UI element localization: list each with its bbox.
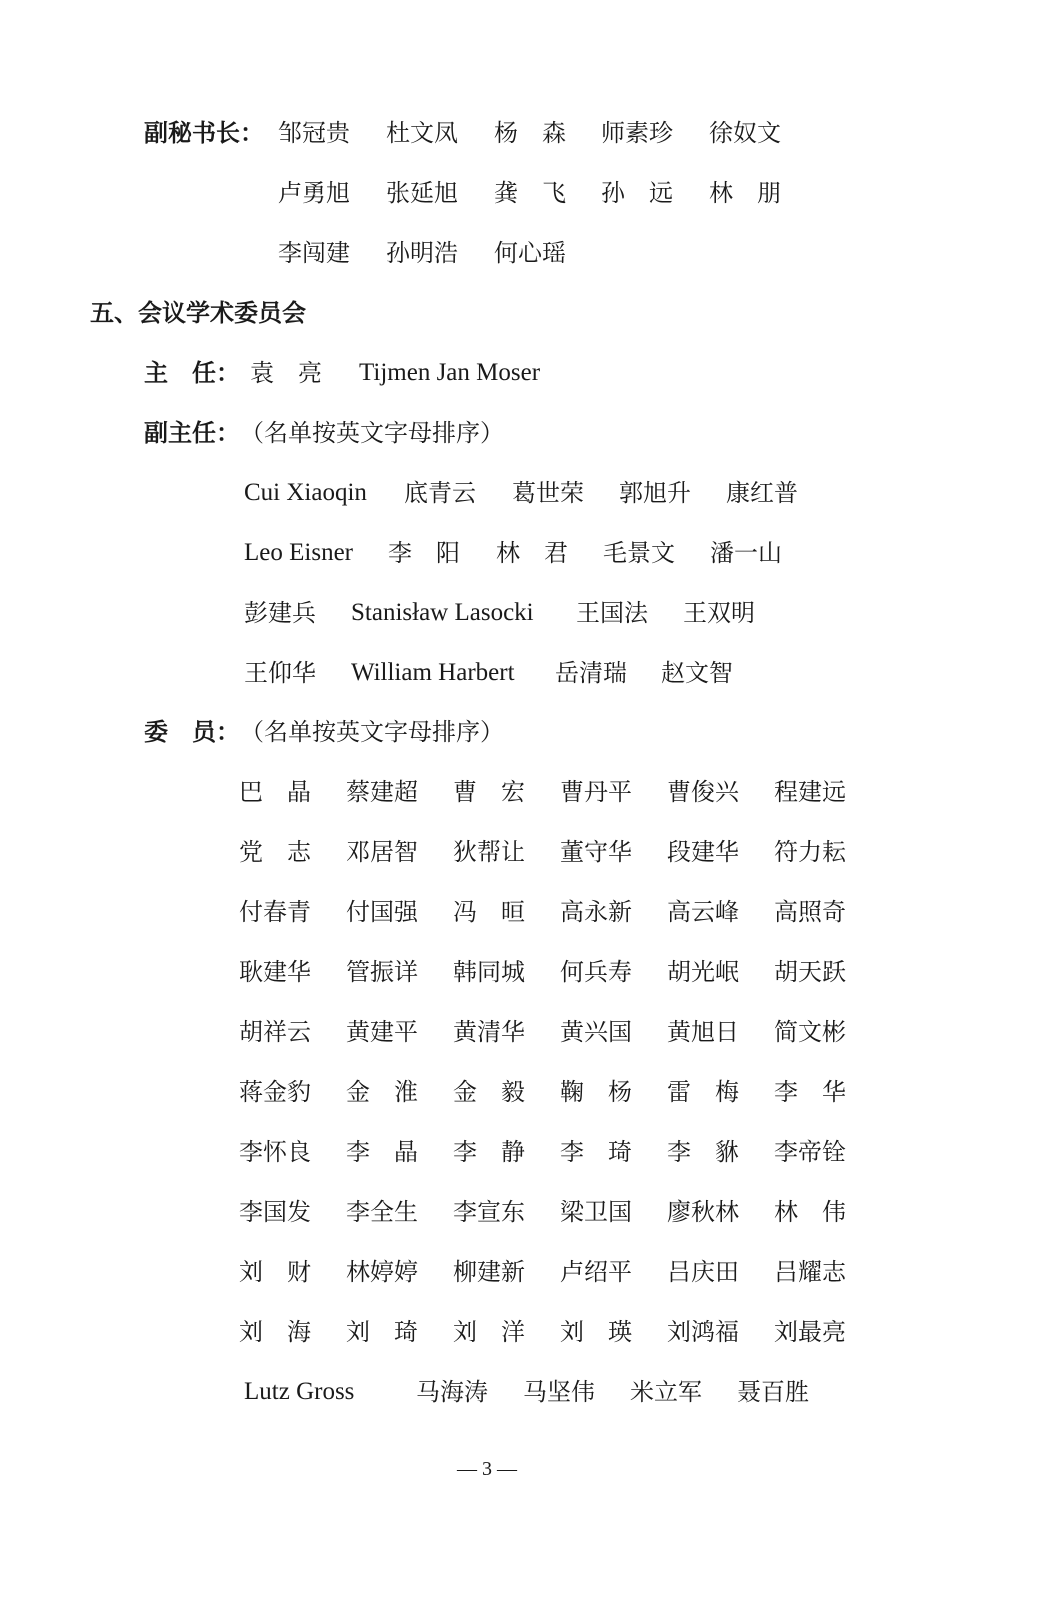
person-name: 师素珍 bbox=[601, 119, 673, 147]
members-row bbox=[239, 1252, 959, 1292]
members-row bbox=[239, 952, 959, 992]
deputy-director-row bbox=[244, 473, 944, 513]
person-name: 胡天跃 bbox=[774, 958, 846, 986]
person-name: 李全生 bbox=[346, 1198, 418, 1226]
person-name: 李 华 bbox=[774, 1078, 846, 1106]
person-name: 李 琦 bbox=[560, 1138, 632, 1166]
deputy-secretary-label: 副秘书长： bbox=[144, 119, 264, 147]
sort-note: （名单按英文字母排序） bbox=[240, 419, 504, 447]
deputy-secretary-row-3 bbox=[144, 233, 944, 273]
person-name: 杜文凤 bbox=[386, 119, 458, 147]
person-name: 曹俊兴 bbox=[667, 778, 739, 806]
members-row bbox=[239, 832, 959, 872]
person-name: 高照奇 bbox=[774, 898, 846, 926]
person-name: 李国发 bbox=[239, 1198, 311, 1226]
person-name: 卢勇旭 bbox=[278, 179, 350, 207]
person-name: 高永新 bbox=[560, 898, 632, 926]
person-name: 何心瑶 bbox=[494, 239, 566, 267]
person-name: 韩同城 bbox=[453, 958, 525, 986]
person-name: 何兵寿 bbox=[560, 958, 632, 986]
deputy-director-row bbox=[244, 593, 944, 633]
person-name: 岳清瑞 bbox=[555, 659, 627, 687]
person-name: 董守华 bbox=[560, 838, 632, 866]
members-row bbox=[239, 1312, 959, 1352]
sort-note: （名单按英文字母排序） bbox=[240, 718, 504, 746]
person-name: Tijmen Jan Moser bbox=[359, 359, 541, 386]
members-row bbox=[239, 772, 959, 812]
person-name: 孙明浩 bbox=[386, 239, 458, 267]
person-name: 刘 财 bbox=[239, 1258, 311, 1286]
person-name: 邹冠贵 bbox=[278, 119, 350, 147]
members-row bbox=[239, 1012, 959, 1052]
person-name: Cui Xiaoqin bbox=[244, 479, 367, 506]
person-name: 黄兴国 bbox=[560, 1018, 632, 1046]
person-name: 黄清华 bbox=[453, 1018, 525, 1046]
person-name: 高云峰 bbox=[667, 898, 739, 926]
person-name: 李帝铨 bbox=[774, 1138, 846, 1166]
person-name: 耿建华 bbox=[239, 958, 311, 986]
person-name: 梁卫国 bbox=[560, 1198, 632, 1226]
deputy-director-heading-row bbox=[144, 413, 944, 453]
person-name: 潘一山 bbox=[710, 539, 782, 567]
person-name: 孙 远 bbox=[601, 179, 673, 207]
person-name: 雷 梅 bbox=[667, 1078, 739, 1106]
person-name: 郭旭升 bbox=[619, 479, 691, 507]
person-name: 李 阳 bbox=[388, 539, 460, 567]
members-heading-row bbox=[144, 712, 944, 752]
person-name: 刘 瑛 bbox=[560, 1318, 632, 1346]
person-name: 段建华 bbox=[667, 838, 739, 866]
deputy-director-row bbox=[244, 653, 944, 693]
person-name: 管振详 bbox=[346, 958, 418, 986]
person-name: 徐奴文 bbox=[709, 119, 781, 147]
members-row bbox=[239, 892, 959, 932]
person-name: 巴 晶 bbox=[239, 778, 311, 806]
person-name: 邓居智 bbox=[346, 838, 418, 866]
person-name: 李 静 bbox=[453, 1138, 525, 1166]
person-name: 曹 宏 bbox=[453, 778, 525, 806]
deputy-secretary-row-1 bbox=[144, 113, 944, 153]
person-name: 张延旭 bbox=[386, 179, 458, 207]
person-name: 李 晶 bbox=[346, 1138, 418, 1166]
members-label: 委 员： bbox=[144, 718, 240, 746]
person-name: 龚 飞 bbox=[494, 179, 566, 207]
person-name: 刘最亮 bbox=[774, 1318, 846, 1346]
director-label: 主 任： bbox=[144, 359, 240, 387]
person-name: 狄帮让 bbox=[453, 838, 525, 866]
person-name: 鞠 杨 bbox=[560, 1078, 632, 1106]
section-heading: 五、会议学术委员会 bbox=[90, 299, 306, 327]
person-name: 曹丹平 bbox=[560, 778, 632, 806]
person-name: 王国法 bbox=[576, 599, 648, 627]
director-row bbox=[144, 353, 944, 393]
person-name: 聂百胜 bbox=[737, 1378, 809, 1406]
person-name: 彭建兵 bbox=[244, 599, 316, 627]
person-name: 刘 海 bbox=[239, 1318, 311, 1346]
person-name: 蔡建超 bbox=[346, 778, 418, 806]
members-row bbox=[239, 1372, 959, 1412]
person-name: 王仰华 bbox=[244, 659, 316, 687]
person-name: 刘鸿福 bbox=[667, 1318, 739, 1346]
person-name: 米立军 bbox=[630, 1378, 702, 1406]
deputy-director-label: 副主任： bbox=[144, 419, 240, 447]
deputy-secretary-row-2 bbox=[144, 173, 944, 213]
person-name: 李怀良 bbox=[239, 1138, 311, 1166]
person-name: 刘 琦 bbox=[346, 1318, 418, 1346]
person-name: 林婷婷 bbox=[346, 1258, 418, 1286]
person-name: 黄旭日 bbox=[667, 1018, 739, 1046]
person-name: 吕庆田 bbox=[667, 1258, 739, 1286]
page-number: — 3 — bbox=[457, 1458, 517, 1480]
person-name: 付春青 bbox=[239, 898, 311, 926]
person-name: 符力耘 bbox=[774, 838, 846, 866]
person-name: 党 志 bbox=[239, 838, 311, 866]
person-name: 林 伟 bbox=[774, 1198, 846, 1226]
person-name: 林 朋 bbox=[709, 179, 781, 207]
person-name: 林 君 bbox=[496, 539, 568, 567]
person-name: 胡祥云 bbox=[239, 1018, 311, 1046]
person-name: 毛景文 bbox=[603, 539, 675, 567]
person-name: 金 淮 bbox=[346, 1078, 418, 1106]
members-row bbox=[239, 1132, 959, 1172]
person-name: 吕耀志 bbox=[774, 1258, 846, 1286]
deputy-director-row bbox=[244, 533, 944, 573]
person-name: 胡光岷 bbox=[667, 958, 739, 986]
members-row bbox=[239, 1072, 959, 1112]
person-name: 马海涛 bbox=[416, 1378, 488, 1406]
person-name: 杨 森 bbox=[494, 119, 566, 147]
person-name: 马坚伟 bbox=[523, 1378, 595, 1406]
person-name: 赵文智 bbox=[661, 659, 733, 687]
person-name: 李宣东 bbox=[453, 1198, 525, 1226]
person-name: Stanisław Lasocki bbox=[351, 599, 534, 626]
person-name: 李闯建 bbox=[278, 239, 350, 267]
person-name: 刘 洋 bbox=[453, 1318, 525, 1346]
section-heading-row bbox=[90, 293, 306, 333]
person-name: 柳建新 bbox=[453, 1258, 525, 1286]
person-name: 底青云 bbox=[404, 479, 476, 507]
person-name: 王双明 bbox=[683, 599, 755, 627]
person-name: 简文彬 bbox=[774, 1018, 846, 1046]
members-row bbox=[239, 1192, 959, 1232]
person-name: 程建远 bbox=[774, 778, 846, 806]
person-name: 付国强 bbox=[346, 898, 418, 926]
person-name: 金 毅 bbox=[453, 1078, 525, 1106]
person-name: 袁 亮 bbox=[250, 359, 322, 387]
person-name: William Harbert bbox=[351, 659, 515, 686]
person-name: Lutz Gross bbox=[244, 1378, 355, 1405]
person-name: 冯 晅 bbox=[453, 898, 525, 926]
person-name: 康红普 bbox=[726, 479, 798, 507]
person-name: 黄建平 bbox=[346, 1018, 418, 1046]
person-name: 廖秋林 bbox=[667, 1198, 739, 1226]
person-name: 葛世荣 bbox=[512, 479, 584, 507]
person-name: 卢绍平 bbox=[560, 1258, 632, 1286]
person-name: 李 貅 bbox=[667, 1138, 739, 1166]
person-name: Leo Eisner bbox=[244, 539, 353, 566]
person-name: 蒋金豹 bbox=[239, 1078, 311, 1106]
